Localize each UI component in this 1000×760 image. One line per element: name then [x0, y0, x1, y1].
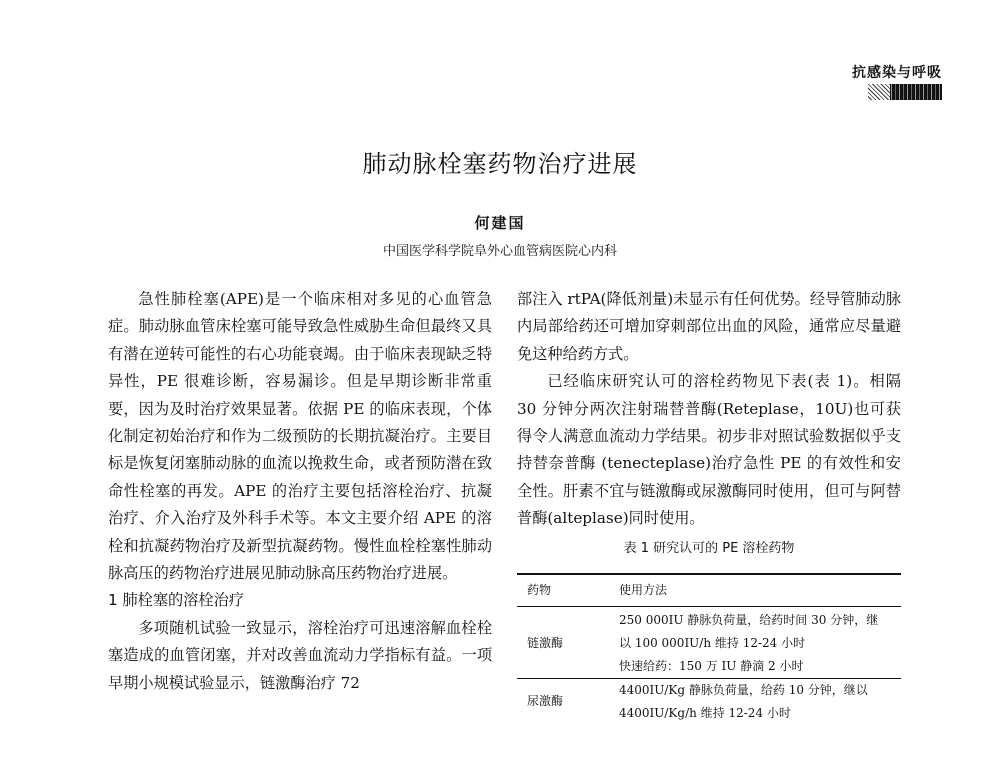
table-header-row: [517, 574, 901, 607]
usage-line: 4400IU/Kg/h 维持 12-24 小时: [619, 705, 791, 720]
right-column: [517, 286, 901, 725]
table-header-drug: 药物: [517, 574, 619, 607]
usage-line: 250 000IU 静脉负荷量，给药时间 30 分钟，继: [619, 612, 879, 627]
usage-line: 以 100 000IU/h 维持 12-24 小时: [619, 635, 806, 650]
article-affiliation: 中国医学科学院阜外心血管病医院心内科: [382, 244, 617, 259]
table-row: [517, 678, 901, 725]
table-cell-drug: 尿激酶: [517, 678, 619, 725]
table-header-usage: 使用方法: [619, 574, 901, 607]
table-cell-usage: [619, 678, 901, 725]
usage-line: 4400IU/Kg 静脉负荷量，给药 10 分钟，继以: [619, 682, 868, 697]
usage-line: 快速给药：150 万 IU 静滴 2 小时: [619, 658, 804, 673]
section-decoration-bar: [868, 84, 942, 100]
section-tag: 抗感染与呼吸: [852, 65, 942, 81]
table-row: [517, 606, 901, 678]
right-paragraph-2: 已经临床研究认可的溶栓药物见下表(表 1)。相隔 30 分钟分两次注射瑞替普酶(Reteplase，10U)也可获得令人满意血流动力学结果。初步非对照试验数据似乎支持替奈普酶 (tenecteplase)治疗急性 PE 的有效性和安全性。肝素不宜与链激酶或尿激酶同时使用，但可与阿替普酶(alteplase)同时使用。: [517, 372, 901, 528]
article-title: 肺动脉栓塞药物治疗进展: [362, 150, 638, 178]
right-paragraph-1: 部注入 rtPA(降低剂量)未显示有任何优势。经导管肺动脉内局部给药还可增加穿刺部位出血的风险，通常应尽量避免这种给药方式。: [517, 290, 901, 363]
drug-table: [517, 573, 901, 725]
article-author: 何建国: [474, 214, 526, 232]
left-paragraph-1: 急性肺栓塞(APE)是一个临床相对多见的心血管急症。肺动脉血管床栓塞可能导致急性威胁生命但最终又具有潜在逆转可能性的右心功能衰竭。由于临床表现缺乏特异性，PE 很难诊断，容易漏诊。但是早期诊断非常重要，因为及时治疗效果显著。依据 PE 的临床表现，个体化制定初始治疗和作为二级预防的长期抗凝治疗。主要目标是恢复闭塞肺动脉的血流以挽救生命，或者预防潜在致命性栓塞的再发。APE 的治疗主要包括溶栓治疗、抗凝治疗、介入治疗及外科手术等。本文主要介绍 APE 的溶栓和抗凝药物治疗及新型抗凝药物。慢性血栓栓塞性肺动脉高压的药物治疗进展见肺动脉高压药物治疗进展。: [108, 290, 492, 583]
table-cell-drug: 链激酶: [527, 635, 564, 650]
table-cell-usage: [619, 606, 901, 678]
left-column: [108, 286, 492, 697]
table-caption: 表 1 研究认可的 PE 溶栓药物: [623, 540, 795, 556]
section-heading-1: 1 肺栓塞的溶栓治疗: [108, 591, 244, 610]
left-paragraph-2: 多项随机试验一致显示，溶栓治疗可迅速溶解血栓栓塞造成的血管闭塞，并对改善血流动力学指标有益。一项早期小规模试验显示，链激酶治疗 72: [108, 618, 492, 692]
